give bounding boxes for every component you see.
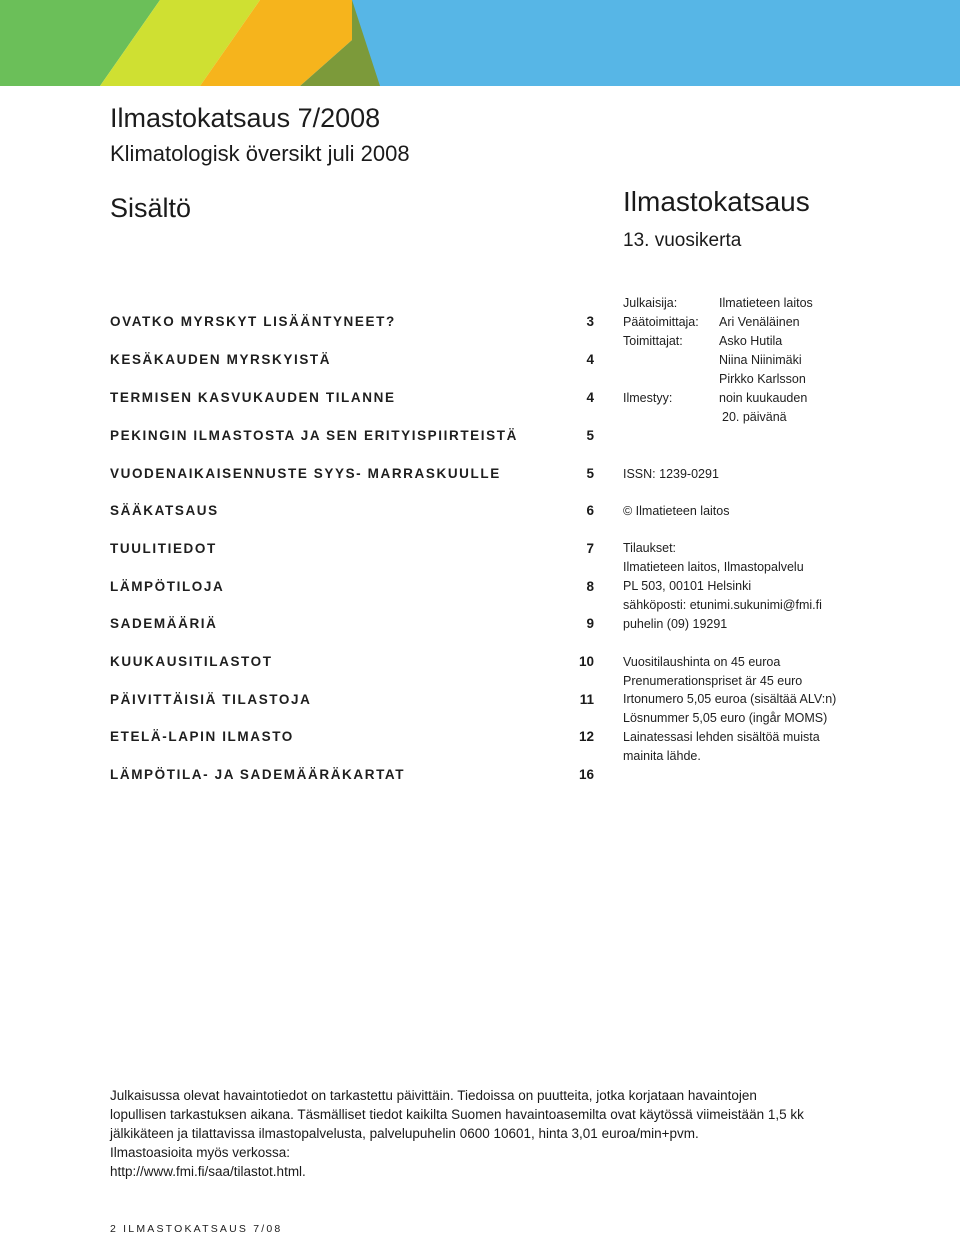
toc-item <box>110 652 594 672</box>
publication-title: Ilmastokatsaus <box>623 186 810 217</box>
toc-label: LÄMPÖTILOJA <box>110 579 225 594</box>
frequency-value: 20. päivänä <box>722 410 787 424</box>
toc-page-number: 8 <box>586 579 594 594</box>
price-line: mainita lähde. <box>623 749 701 763</box>
frequency-value: noin kuukauden <box>719 391 808 405</box>
page-subtitle: Klimatologisk översikt juli 2008 <box>110 141 410 166</box>
price-line: Prenumerationspriset är 45 euro <box>623 674 803 688</box>
toc-page-number: 16 <box>578 767 594 782</box>
toc-page-number: 5 <box>586 428 594 443</box>
editor-name: Pirkko Karlsson <box>719 372 806 386</box>
toc-item <box>110 614 594 634</box>
price-line: Lainatessasi lehden sisältöä muista <box>623 730 820 744</box>
editor-name: Asko Hutila <box>719 334 783 348</box>
editor-in-chief-value: Ari Venäläinen <box>719 315 800 329</box>
toc-label: ETELÄ-LAPIN ILMASTO <box>110 729 294 744</box>
footnote-line: jälkikäteen ja tilattavissa ilmastopalvelusta, palvelupuhelin 0600 10601, hinta 3,01 euroa/min+pvm. <box>110 1126 699 1141</box>
toc-label: OVATKO MYRSKYT LISÄÄNTYNEET? <box>110 314 396 329</box>
publisher-label: Julkaisija: <box>623 296 678 310</box>
orders-line: puhelin (09) 19291 <box>623 617 728 631</box>
publisher-value: Ilmatieteen laitos <box>719 296 813 310</box>
toc-page-number: 5 <box>586 466 594 481</box>
toc-label: PEKINGIN ILMASTOSTA JA SEN ERITYISPIIRTEISTÄ <box>110 428 518 443</box>
toc-label: TERMISEN KASVUKAUDEN TILANNE <box>110 390 396 405</box>
toc-label: SÄÄKATSAUS <box>110 503 219 518</box>
toc-item <box>110 426 594 446</box>
toc-label: PÄIVITTÄISIÄ TILASTOJA <box>110 692 312 707</box>
toc-label: LÄMPÖTILA- JA SADEMÄÄRÄKARTAT <box>110 767 406 782</box>
price-line: Vuositilaushinta on 45 euroa <box>623 655 781 669</box>
toc-label: KESÄKAUDEN MYRSKYISTÄ <box>110 352 332 367</box>
page-title: Ilmastokatsaus 7/2008 <box>110 103 381 133</box>
toc-item <box>110 312 594 332</box>
toc-label: VUODENAIKAISENNUSTE SYYS- MARRASKUULLE <box>110 466 501 481</box>
toc-item <box>110 350 594 370</box>
copyright: © Ilmatieteen laitos <box>623 504 730 518</box>
toc-page-number: 9 <box>586 616 594 631</box>
toc-page-number: 6 <box>586 503 594 518</box>
footnote-line: lopullisen tarkastuksen aikana. Täsmälliset tiedot kaikilta Suomen havaintoasemilta ovat käytössä viimeistään 1,5 kk <box>110 1107 804 1122</box>
banner-band-blue <box>352 0 960 86</box>
editor-in-chief-label: Päätoimittaja: <box>623 315 699 329</box>
toc-item <box>110 539 594 559</box>
orders-line: PL 503, 00101 Helsinki <box>623 579 752 593</box>
footnote <box>110 1086 890 1181</box>
toc-item <box>110 690 594 710</box>
toc-item <box>110 577 594 597</box>
toc-page-number: 7 <box>586 541 594 556</box>
toc-label: TUULITIEDOT <box>110 541 217 556</box>
toc-label: KUUKAUSITILASTOT <box>110 654 273 669</box>
orders-line: sähköposti: etunimi.sukunimi@fmi.fi <box>623 598 822 612</box>
toc-page-number: 4 <box>586 390 594 405</box>
toc-item <box>110 464 594 484</box>
toc-item <box>110 765 594 785</box>
orders-line: Tilaukset: <box>623 541 677 555</box>
price-line: Irtonumero 5,05 euroa (sisältää ALV:n) <box>623 692 837 706</box>
editors-label: Toimittajat: <box>623 334 683 348</box>
toc-page-number: 3 <box>586 314 594 329</box>
toc-page-number: 11 <box>579 692 594 707</box>
footnote-link[interactable]: http://www.fmi.fi/saa/tilastot.html. <box>110 1164 306 1179</box>
toc-page-number: 12 <box>578 729 594 744</box>
frequency-label: Ilmestyy: <box>623 391 673 405</box>
toc-page-number: 4 <box>586 352 594 367</box>
footnote-line: Julkaisussa olevat havaintotiedot on tarkastettu päivittäin. Tiedoissa on puutteita, jotka korjataan havaintojen <box>110 1088 757 1103</box>
price-line: Lösnummer 5,05 euro (ingår MOMS) <box>623 711 828 725</box>
issn: ISSN: 1239-0291 <box>623 467 719 481</box>
toc-item <box>110 501 594 521</box>
contents-heading: Sisältö <box>110 193 192 223</box>
toc-page-number: 10 <box>578 654 594 669</box>
footnote-line: Ilmastoasioita myös verkossa: <box>110 1145 291 1160</box>
toc-label: SADEMÄÄRIÄ <box>110 616 218 631</box>
color-banner <box>0 0 960 86</box>
editor-name: Niina Niinimäki <box>719 353 802 367</box>
toc-item <box>110 727 594 747</box>
toc-item <box>110 388 594 408</box>
page-footer: 2 ILMASTOKATSAUS 7/08 <box>110 1223 283 1235</box>
publication-volume: 13. vuosikerta <box>623 230 742 251</box>
orders-line: Ilmatieteen laitos, Ilmastopalvelu <box>623 560 804 574</box>
